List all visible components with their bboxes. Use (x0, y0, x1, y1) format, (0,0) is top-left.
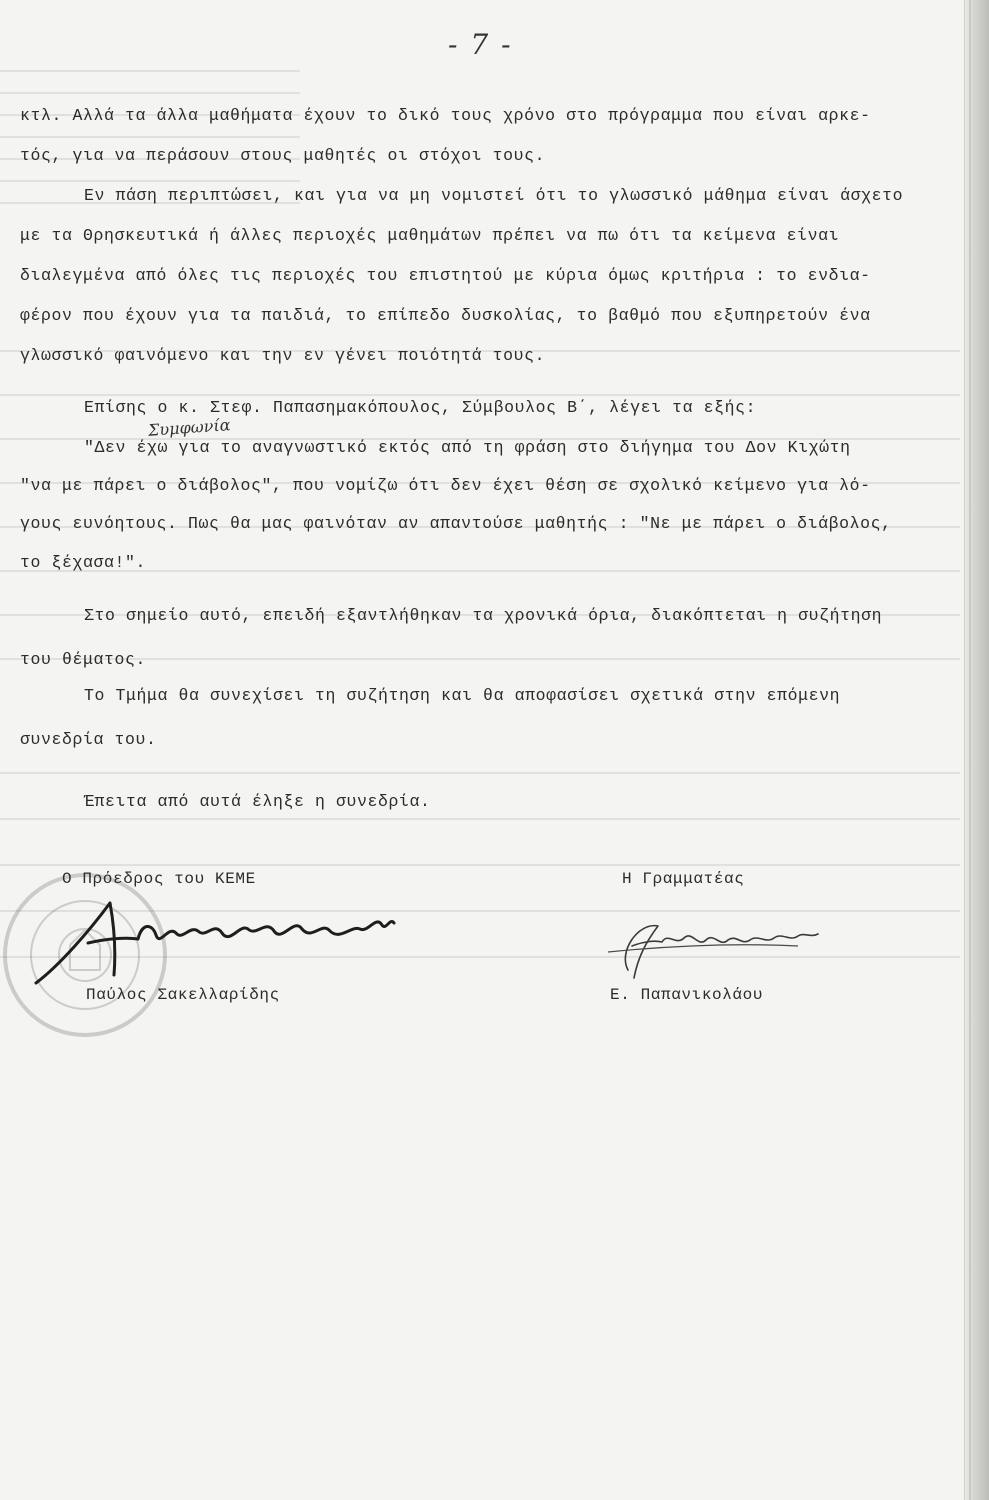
paragraph-line: "να με πάρει ο διάβολος", που νομίζω ότι δεν έχει θέση σε σχολικό κείμενο για λό- (20, 476, 871, 495)
paragraph-line: Στο σημείο αυτό, επειδή εξαντλήθηκαν τα χρονικά όρια, διακόπτεται η συζήτηση (84, 606, 883, 625)
paragraph-line: το ξέχασα!". (20, 553, 147, 572)
paragraph-line: Επίσης ο κ. Στεφ. Παπασημακόπουλος, Σύμβουλος Β΄, λέγει τα εξής: (84, 398, 757, 417)
paragraph-line: Το Τμήμα θα συνεχίσει τη συζήτηση και θα αποφασίσει σχετικά στην επόμενη (84, 686, 841, 705)
paragraph-line: φέρον που έχουν για τα παιδιά, το επίπεδο δυσκολίας, το βαθμό που εξυπηρετούν ένα (20, 306, 871, 325)
secretary-name: Ε. Παπανικολάου (610, 986, 764, 1004)
paragraph-line: γους ευνόητους. Πως θα μας φαινόταν αν απαντούσε μαθητής : "Νε με πάρει ο διάβολος, (20, 514, 892, 533)
page-edge (964, 0, 989, 1500)
handwritten-annotation: Συμφωνία (147, 415, 232, 440)
paragraph-line: Έπειτα από αυτά έληξε η συνεδρία. (84, 792, 431, 811)
secretary-title: Η Γραμματέας (622, 870, 745, 888)
paragraph-line: του θέματος. (20, 650, 147, 669)
president-title: Ο Πρόεδρος του ΚΕΜΕ (62, 870, 256, 888)
paragraph-line: γλωσσικό φαινόμενο και την εν γένει ποιότητά τους. (20, 346, 546, 365)
president-signature-icon (30, 895, 410, 990)
bleed-through-block (0, 340, 960, 680)
paragraph-line: με τα Θρησκευτικά ή άλλες περιοχές μαθημάτων πρέπει να πω ότι τα κείμενα είναι (20, 226, 840, 245)
paragraph-line: διαλεγμένα από όλες τις περιοχές του επιστητού με κύρια όμως κριτήρια : το ενδια- (20, 266, 871, 285)
paragraph-line: κτλ. Αλλά τα άλλα μαθήματα έχουν το δικό τους χρόνο στο πρόγραμμα που είναι αρκε- (20, 106, 871, 125)
paragraph-line: Εν πάση περιπτώσει, και για να μη νομιστεί ότι το γλωσσικό μάθημα είναι άσχετο (84, 186, 904, 205)
page-number: - 7 - (448, 28, 513, 61)
president-name: Παύλος Σακελλαρίδης (86, 986, 280, 1004)
paragraph-line: "Δεν έχω για το αναγνωστικό εκτός από τη φράση στο διήγημα του Δον Κιχώτη (84, 438, 851, 457)
secretary-signature-icon (598, 912, 828, 987)
paragraph-line: τός, για να περάσουν στους μαθητές οι στόχοι τους. (20, 146, 546, 165)
paragraph-line: συνεδρία του. (20, 730, 157, 749)
page-edge-line (969, 0, 971, 1500)
